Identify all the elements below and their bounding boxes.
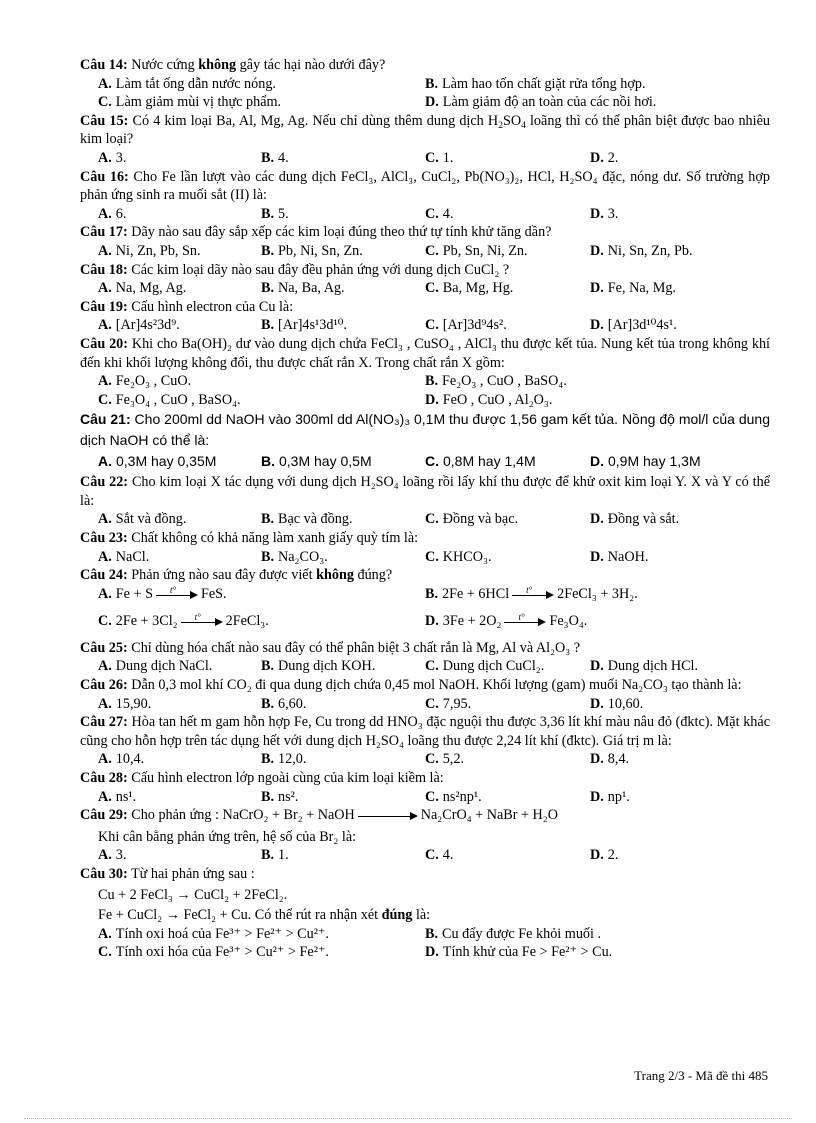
option-b: B. 1. xyxy=(261,847,289,864)
option-d: D. 0,9M hay 1,3M xyxy=(590,453,701,470)
option-b: B. ns². xyxy=(261,788,299,805)
option-d: D. 2. xyxy=(590,847,619,864)
reaction-2: Fe + CuCl₂ → FeCl₂ + Cu. Có thể rút ra nhận xét đúng là: xyxy=(98,907,431,924)
option-a: A. 0,3M hay 0,35M xyxy=(98,453,217,470)
option-b: B. 5. xyxy=(261,205,289,222)
option-c: C. 7,95. xyxy=(425,695,472,712)
option-b: B. Na₂CO₃. xyxy=(261,548,328,565)
question-21: Câu 21: Cho 200ml dd NaOH vào 300ml dd Al(NO₃)₃ 0,1M thu được 1,56 gam kết tủa. Nồng độ mol/l của dung dịch NaOH có thể là: A. 0,3M hay 0,35M B. 0,3M hay 0,5M C. 0,8M hay 1,4M D. 0,9M hay 1,3M xyxy=(80,409,770,473)
question-28: Câu 28: Cấu hình electron lớp ngoài cùng của kim loại kiềm là: A. ns¹. B. ns². C. ns²np¹. D. np¹. xyxy=(80,770,630,805)
option-d: D. 8,4. xyxy=(590,751,630,768)
question-18: Câu 18: Các kim loại dãy nào sau đây đều phản ứng với dung dịch CuCl₂ ? A. Na, Mg, Ag. B. Na, Ba, Ag. C. Ba, Mg, Hg. D. Fe, Na, Mg. xyxy=(80,261,676,297)
page-bottom-divider xyxy=(24,1118,792,1119)
option-d: D. FeO , CuO , Al₂O₃. xyxy=(425,391,553,408)
question-22: Câu 22: Cho kim loại X tác dụng với dung dịch H₂SO₄ loãng rồi lấy khí thu được để khử oxit kim loại Y. X và Y có thể là: A. Sắt và đồng. B. Bạc và đồng. C. Đồng và bạc. D. Đồng và sắt. xyxy=(80,474,770,528)
option-b: B. Pb, Ni, Sn, Zn. xyxy=(261,242,363,259)
option-d: D. NaOH. xyxy=(590,548,649,565)
option-a: A. 3. xyxy=(98,847,127,864)
option-a: A. Sắt và đồng. xyxy=(98,511,187,528)
option-d: D. Tính khử của Fe > Fe²⁺ > Cu. xyxy=(425,944,613,961)
option-d: D. Làm giảm độ an toàn của các nồi hơi. xyxy=(425,94,657,111)
option-b: B. 12,0. xyxy=(261,751,307,768)
question-14: Câu 14: Nước cứng không gây tác hại nào dưới đây? A. Làm tắt ống dẫn nước nóng. B. Làm hao tốn chất giặt rửa tổng hợp. C. Làm giảm mùi vị thực phẩm. D. Làm giảm độ an toàn của các nồi hơi. xyxy=(80,57,657,111)
option-b: B. Bạc và đồng. xyxy=(261,511,353,528)
option-c: C. 4. xyxy=(425,847,454,864)
option-c: C. Dung dịch CuCl₂. xyxy=(425,658,545,675)
question-19: Câu 19: Cấu hình electron của Cu là: A. [Ar]4s²3d⁹. B. [Ar]4s¹3d¹⁰. C. [Ar]3d⁹4s². D. [Ar]3d¹⁰4s¹. xyxy=(80,298,677,334)
question-29: Câu 29: Cho phản ứng : NaCrO₂ + Br₂ + NaOH Na₂CrO₄ + NaBr + H₂O Khi cân bằng phản ứng trên, hệ số của Br₂ là: A. 3. B. 1. C. 4. D. 2. xyxy=(80,807,619,864)
option-a: A. Fe + S t° FeS. xyxy=(98,584,227,602)
option-c: C. Fe₃O₄ , CuO , BaSO₄. xyxy=(98,391,241,408)
option-c: C. Ba, Mg, Hg. xyxy=(425,280,514,297)
option-a: A. Ni, Zn, Pb, Sn. xyxy=(98,242,201,259)
reaction-arrow-icon xyxy=(358,811,418,821)
option-d: D. [Ar]3d¹⁰4s¹. xyxy=(590,317,677,334)
option-b: B. Na, Ba, Ag. xyxy=(261,280,345,297)
option-d: D. Fe, Na, Mg. xyxy=(590,280,676,297)
option-a: A. 3. xyxy=(98,149,127,166)
option-d: D. 3Fe + 2O₂ t° Fe₃O₄. xyxy=(425,611,588,629)
reaction-arrow-icon: t° xyxy=(156,590,198,600)
option-d: D. Dung dịch HCl. xyxy=(590,658,699,675)
option-b: B. [Ar]4s¹3d¹⁰. xyxy=(261,317,347,334)
option-a: A. Fe₂O₃ , CuO. xyxy=(98,373,192,390)
option-d: D. 3. xyxy=(590,205,619,222)
option-b: B. Fe₂O₃ , CuO , BaSO₄. xyxy=(425,373,567,390)
option-d: D. np¹. xyxy=(590,788,630,805)
option-a: A. [Ar]4s²3d⁹. xyxy=(98,317,180,334)
question-25: Câu 25: Chỉ dùng hóa chất nào sau đây có thể phân biệt 3 chất rắn là Mg, Al và Al₂O₃ ? A. Dung dịch NaCl. B. Dung dịch KOH. C. Dung dịch CuCl₂. D. Dung dịch HCl. xyxy=(80,639,699,675)
question-23: Câu 23: Chất không có khả năng làm xanh giấy quỳ tím là: A. NaCl. B. Na₂CO₃. C. KHCO₃. D. NaOH. xyxy=(80,530,649,565)
question-15: Câu 15: Có 4 kim loại Ba, Al, Mg, Ag. Nếu chỉ dùng thêm dung dịch $H_2SO_4$ loãng thì có thể phân biệt được bao nhiêu kim loại? A. 3. B. 4. C. 1. D. 2. xyxy=(80,112,770,166)
question-26: Câu 26: Dẫn 0,3 mol khí CO₂ đi qua dung dịch chứa 0,45 mol NaOH. Khối lượng (gam) muối Na₂CO₃ tạo thành là: A. 15,90. B. 6,60. C. 7,95. D. 10,60. xyxy=(80,677,742,712)
question-30: Câu 30: Từ hai phản ứng sau : Cu + 2 FeCl₃ → CuCl₂ + 2FeCl₂. Fe + CuCl₂ → FeCl₂ + Cu. Có thể rút ra nhận xét đúng là: A. Tính oxi hoá của Fe³⁺ > Fe²⁺ > Cu²⁺. B. Cu đẩy được Fe khỏi muối . C. Tính oxi hóa của Fe³⁺ > Cu²⁺ > Fe²⁺. D. Tính khử của Fe > Fe²⁺ > Cu. xyxy=(80,865,770,962)
question-16: Câu 16: Cho Fe lần lượt vào các dung dịch FeCl₃, AlCl₃, CuCl₂, Pb(NO₃)₂, HCl, H₂SO₄ đặc, nóng dư. Số trường hợp phản ứng sinh ra muối sắt (II) là: A. 6. B. 5. C. 4. D. 3. xyxy=(80,168,770,222)
option-c: C. 1. xyxy=(425,149,454,166)
reaction-arrow-icon: t° xyxy=(181,617,223,627)
option-b: B. 2Fe + 6HCl t° 2FeCl₃ + 3H₂. xyxy=(425,584,638,602)
option-b: B. 0,3M hay 0,5M xyxy=(261,453,372,470)
option-a: A. 6. xyxy=(98,205,127,222)
question-label: Câu 14: xyxy=(80,57,128,73)
option-c: C. 0,8M hay 1,4M xyxy=(425,453,536,470)
option-b: B. 6,60. xyxy=(261,695,307,712)
option-b: B. Cu đẩy được Fe khỏi muối . xyxy=(425,925,602,942)
option-d: D. 2. xyxy=(590,149,619,166)
option-a: A. 15,90. xyxy=(98,695,152,712)
exam-page xyxy=(80,56,770,962)
reaction-arrow-icon: t° xyxy=(504,617,546,627)
option-c: C. ns²np¹. xyxy=(425,788,482,805)
option-c: C. 2Fe + 3Cl₂ t° 2FeCl₃. xyxy=(98,611,269,629)
option-c: C. Pb, Sn, Ni, Zn. xyxy=(425,242,528,259)
option-c: C. Làm giảm mùi vị thực phẩm. xyxy=(98,94,282,111)
option-a: A. Tính oxi hoá của Fe³⁺ > Fe²⁺ > Cu²⁺. xyxy=(98,925,329,942)
option-d: D. Ni, Sn, Zn, Pb. xyxy=(590,242,693,259)
option-b: B. Làm hao tốn chất giặt rửa tổng hợp. xyxy=(425,75,646,92)
option-c: C. Đồng và bạc. xyxy=(425,511,519,528)
option-a: A. NaCl. xyxy=(98,548,150,565)
reaction-1: Cu + 2 FeCl₃ → CuCl₂ + 2FeCl₂. xyxy=(98,886,288,903)
option-c: C. Tính oxi hóa của Fe³⁺ > Cu²⁺ > Fe²⁺. xyxy=(98,944,329,961)
option-d: D. 10,60. xyxy=(590,695,644,712)
option-c: C. [Ar]3d⁹4s². xyxy=(425,317,507,334)
page-footer: Trang 2/3 - Mã đề thi 485 xyxy=(634,1068,768,1083)
option-c: C. KHCO₃. xyxy=(425,548,492,565)
question-17: Câu 17: Dãy nào sau đây sắp xếp các kim loại đúng theo thứ tự tính khử tăng dần? A. Ni, Zn, Pb, Sn. B. Pb, Ni, Sn, Zn. C. Pb, Sn, Ni, Zn. D. Ni, Sn, Zn, Pb. xyxy=(80,224,693,259)
option-c: C. 5,2. xyxy=(425,751,465,768)
option-c: C. 4. xyxy=(425,205,454,222)
question-27: Câu 27: Hòa tan hết m gam hỗn hợp Fe, Cu trong dd HNO₃ đặc nguội thu được 3,36 lít khí màu nâu đỏ (đktc). Mặt khác cũng cho hỗn hợp trên tác dụng hết với dung dịch H₂SO₄ loãng thu được 2,24 lít khí (đktc). Giá trị m là: A. 10,4. B. 12,0. C. 5,2. D. 8,4. xyxy=(80,714,770,768)
option-a: A. Dung dịch NaCl. xyxy=(98,658,213,675)
option-a: A. 10,4. xyxy=(98,751,145,768)
question-20: Câu 20: Khi cho Ba(OH)₂ dư vào dung dịch chứa FeCl₃ , CuSO₄ , AlCl₃ thu được kết tủa. Nung kết tủa trong không khí đến khi khối lượng không đổi, thu được chất rắn X. Trong chất rắn X gồm: A. Fe₂O₃ , CuO. B. Fe₂O₃ , CuO , BaSO₄. C. Fe₃O₄ , CuO , BaSO₄. D. FeO , CuO , Al₂O₃. xyxy=(80,335,770,408)
reaction-arrow-icon: t° xyxy=(512,590,554,600)
option-a: A. ns¹. xyxy=(98,788,137,805)
option-a: A. Làm tắt ống dẫn nước nóng. xyxy=(98,75,276,92)
question-24: Câu 24: Phản ứng nào sau đây được viết không đúng? A. Fe + S t° FeS. B. 2Fe + 6HCl t° 2FeCl₃ + 3H₂. C. 2Fe + 3Cl₂ t° 2FeCl₃. D. 3Fe + 2O₂ t° Fe₃O₄. xyxy=(80,567,638,629)
option-b: B. Dung dịch KOH. xyxy=(261,658,376,675)
option-a: A. Na, Mg, Ag. xyxy=(98,280,187,297)
option-d: D. Đồng và sắt. xyxy=(590,511,680,528)
option-b: B. 4. xyxy=(261,149,289,166)
